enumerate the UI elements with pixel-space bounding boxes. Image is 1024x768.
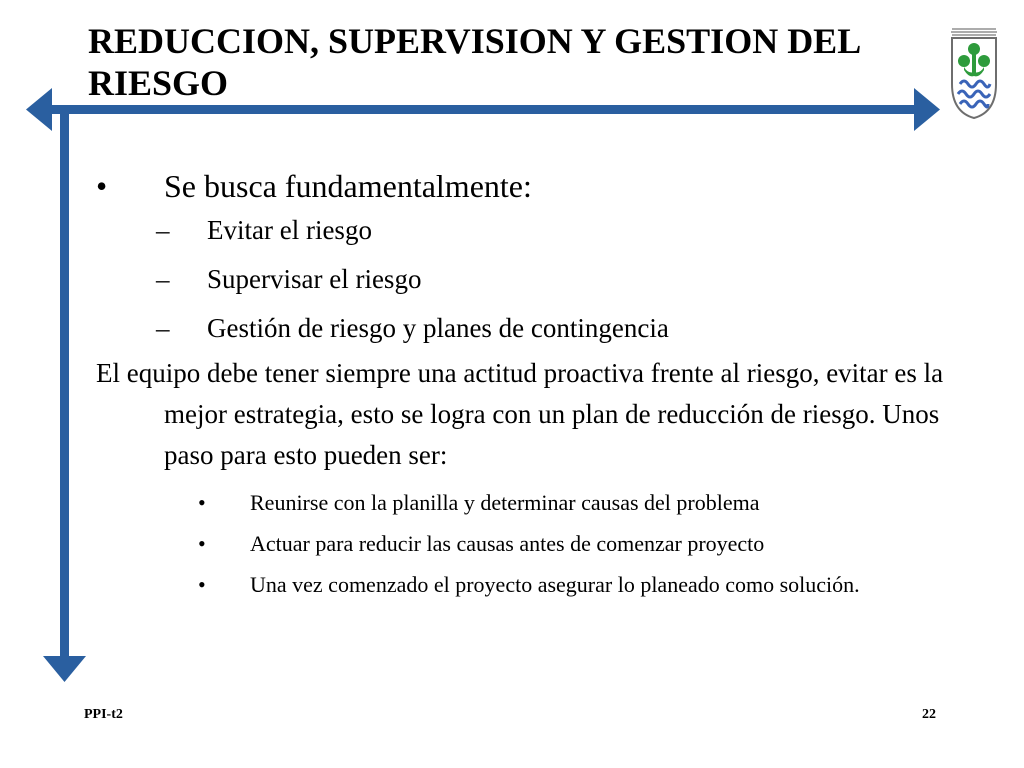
step-item <box>96 488 956 518</box>
bullet-marker: • <box>198 490 206 515</box>
main-bullet-text: Se busca fundamentalmente: <box>164 168 532 204</box>
sub-item-text: Gestión de riesgo y planes de contingencia <box>207 313 669 343</box>
institution-crest-icon <box>946 24 1002 120</box>
step-text: Reunirse con la planilla y determinar causas del problema <box>250 490 760 515</box>
page-number: 22 <box>922 707 936 722</box>
page-title: REDUCCION, SUPERVISION Y GESTION DEL RIESGO <box>88 21 860 103</box>
vertical-arrow <box>43 114 86 682</box>
sub-item <box>96 312 956 344</box>
sub-item <box>96 263 956 295</box>
step-item <box>96 570 956 600</box>
slide-body <box>96 166 956 611</box>
body-paragraph: El equipo debe tener siempre una actitud proactiva frente al riesgo, evitar es la mejor estrategia, esto se logra con un plan de reducción de riesgo. Unos paso para esto pueden ser: <box>96 358 944 470</box>
dash-marker: – <box>156 215 170 245</box>
sub-item-text: Evitar el riesgo <box>207 215 372 245</box>
step-text: Actuar para reducir las causas antes de comenzar proyecto <box>250 531 765 556</box>
step-item <box>96 529 956 559</box>
sub-item <box>96 214 956 246</box>
bullet-marker: • <box>198 531 206 556</box>
dash-marker: – <box>156 264 170 294</box>
footer-course: PPI-t2 <box>84 707 123 722</box>
dash-marker: – <box>156 313 170 343</box>
sub-item-text: Supervisar el riesgo <box>207 264 422 294</box>
bullet-marker: • <box>198 572 206 597</box>
step-text: Una vez comenzado el proyecto asegurar lo planeado como solución. <box>250 572 860 597</box>
bullet-marker: • <box>96 168 108 204</box>
main-bullet <box>96 166 956 206</box>
